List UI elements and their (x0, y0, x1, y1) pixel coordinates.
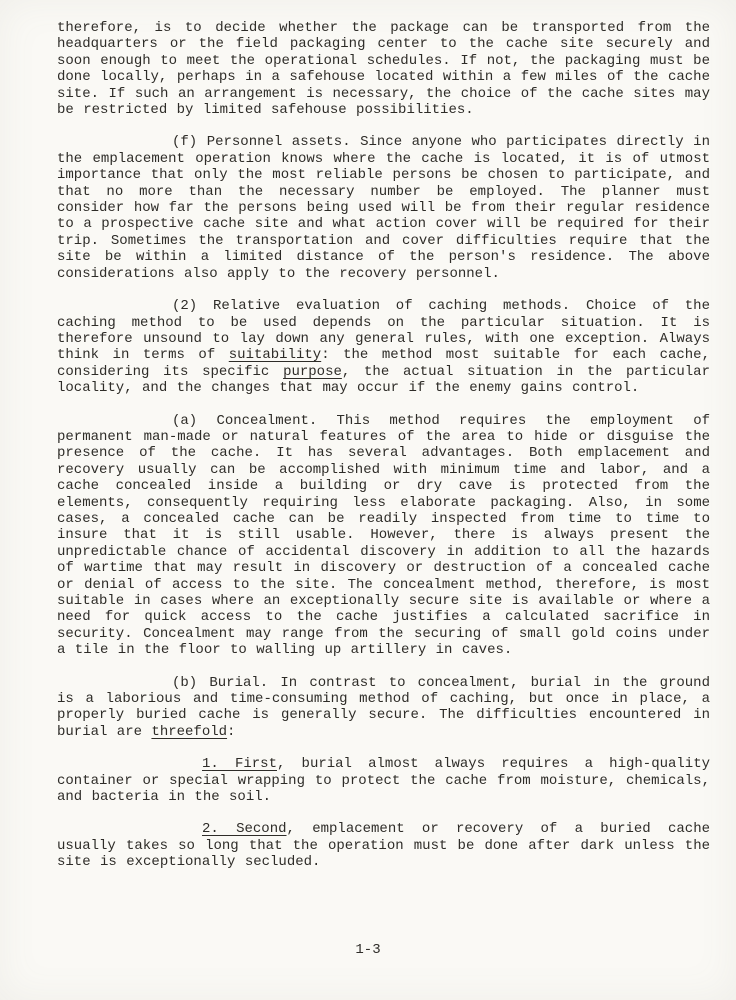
paragraph-personnel-assets: (f) Personnel assets. Since anyone who participates directly in the emplacement operation knows where the cache is located, it is of utmost importance that only the most reliable persons be chosen to participate, and that no more than the necessary number be employed. The planner must consider how far the persons being used will be from their regular residence to a prospective cache site and what action cover will be required for their trip. Sometimes the transportation and cover difficulties require that the site be within a limited distance of the person's residence. The above considerations also apply to the recovery personnel. (57, 134, 710, 282)
paragraph-burial-difficulty-2: 2. Second, emplacement or recovery of a buried cache usually takes so long that the operation must be done after dark unless the site is exceptionally secluded. (57, 821, 710, 871)
paragraph-relative-evaluation: (2) Relative evaluation of caching methods. Choice of the caching method to be used depends on the particular situation. It is therefore unsound to lay down any general rules, with one exception. Always think in terms of suitability: the method most suitable for each cache, considering its specific purpose, the actual situation in the particular locality, and the changes that may occur if the enemy gains control. (57, 298, 710, 397)
paragraph-burial-difficulty-1: 1. First, burial almost always requires a high-quality container or special wrapping to protect the cache from moisture, chemicals, and bacteria in the soil. (57, 756, 711, 806)
page-number: 1-3 (355, 942, 381, 958)
paragraph-concealment: (a) Concealment. This method requires the employment of permanent man-made or natural features of the area to hide or disguise the presence of the cache. It has several advantages. Both emplacement and recovery usually can be accomplished with minimum time and labor, and a cache concealed inside a building or dry cave is protected from the elements, consequently requiring less elaborate packaging. Also, in some cases, a concealed cache can be readily inspected from time to time to insure that it is still usable. However, there is always present the unpredictable chance of accidental discovery in addition to all the hazards of wartime that may result in discovery or destruction of a concealed cache or denial of access to the site. The concealment method, therefore, is most suitable in cases where an exceptionally secure site is available or where a need for quick access to the cache justifies a calculated sacrifice in security. Concealment may range from the securing of small gold coins under a tile in the floor to walling up artillery in caves. (57, 412, 710, 659)
paragraph-transport-continuation: therefore, is to decide whether the package can be transported from the headquarters or the field packaging center to the cache site securely and soon enough to meet the operational schedules. If not, the packaging must be done locally, perhaps in a safehouse located within a few miles of the cache site. If such an arrangement is necessary, the choice of the cache sites may be restricted by limited safehouse possibilities. (57, 20, 710, 119)
paragraph-burial: (b) Burial. In contrast to concealment, burial in the ground is a laborious and time-consuming method of caching, but once in place, a properly buried cache is generally secure. The difficulties encountered in burial are threefold: (57, 674, 710, 740)
